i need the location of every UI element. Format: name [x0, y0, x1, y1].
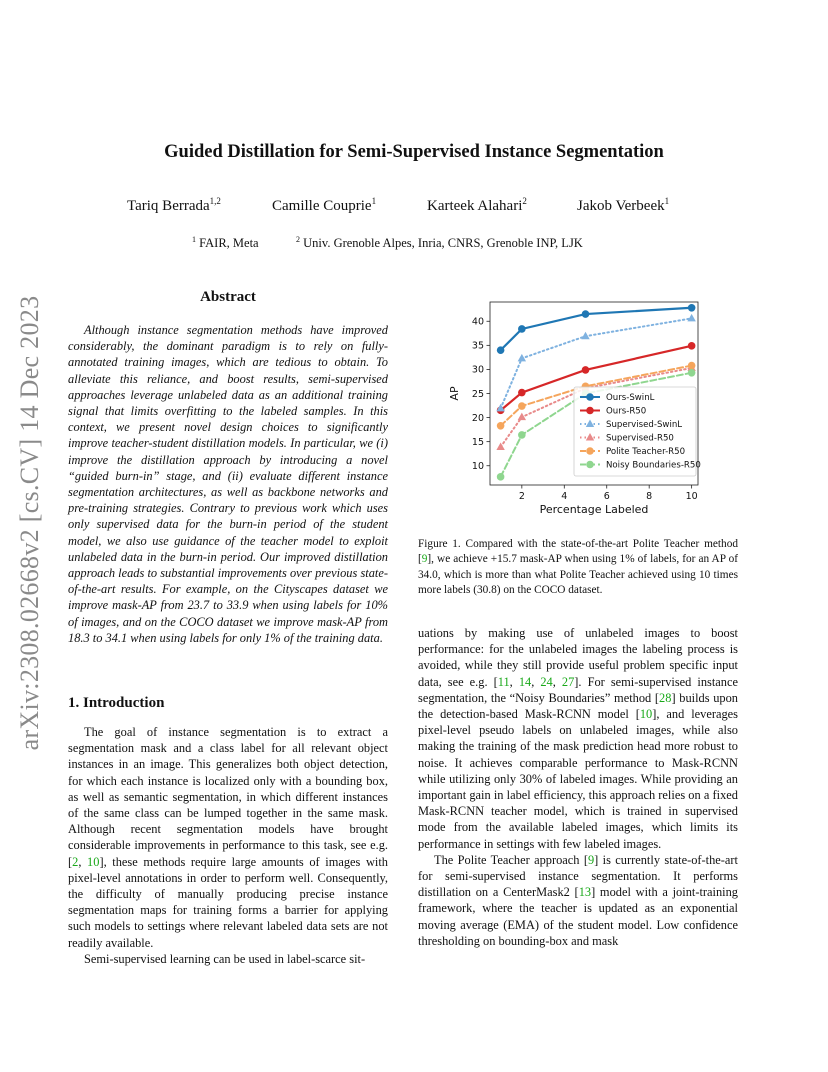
abstract-heading: Abstract: [200, 289, 256, 305]
introduction-heading: 1. Introduction: [68, 695, 165, 711]
citation-separator: ,: [552, 674, 562, 689]
series-ours-swinl: [497, 304, 696, 354]
data-point: [518, 402, 526, 410]
author-4-sup: 1: [664, 196, 670, 206]
right-p1-text-b: ]. For semi-supervised instance segmentation, the “Noisy Boundaries” method [: [418, 674, 738, 705]
x-tick-label: 2: [518, 491, 525, 502]
affiliation-1: [192, 235, 259, 251]
data-point: [497, 346, 505, 354]
legend-entry: Polite Teacher-R50: [606, 447, 686, 458]
author-1-sup: 1,2: [209, 196, 221, 206]
author-3-sup: 2: [522, 196, 527, 206]
author-2-name: Camille Couprie: [272, 198, 372, 214]
legend-swatch-marker: [586, 393, 594, 401]
data-point: [582, 366, 590, 374]
caption-text-b: ], we achieve +15.7 mask-AP when using 1% of labels, for an AP of 34.0, which is more than what Polite Teacher achieved using 10 times more labels (30.8) on the COCO dataset.: [418, 553, 738, 597]
right-p2-text-c: ] model with a joint-training framework, where the teacher is updated as an exponential moving average (EMA) of the student model. Low confidence thresholding on bounding-box and mask: [418, 885, 738, 948]
citation-link[interactable]: 10: [639, 707, 653, 722]
citation-link[interactable]: 14: [518, 674, 532, 689]
affiliation-2-sup: 2: [296, 235, 300, 244]
author-1-name: Tariq Berrada: [127, 198, 210, 214]
citation-link[interactable]: 24: [540, 674, 553, 689]
data-point: [688, 342, 696, 350]
data-point: [518, 413, 526, 421]
legend-entry: Ours-SwinL: [606, 393, 655, 404]
arxiv-id: arXiv:2308.02668v2 [cs.CV] 14 Dec 2023: [15, 295, 44, 750]
y-tick-label: 10: [471, 461, 484, 473]
affiliation-2: [296, 235, 583, 251]
affiliation-1-name: FAIR, Meta: [199, 236, 259, 251]
y-tick-label: 35: [471, 340, 484, 352]
series-line: [501, 308, 692, 350]
y-tick-label: 30: [471, 364, 484, 376]
author-4-name: Jakob Verbeek: [577, 198, 665, 214]
x-tick-label: 4: [561, 491, 568, 502]
data-point: [582, 310, 590, 318]
introduction-text: [68, 724, 388, 967]
data-point: [688, 304, 696, 312]
intro-p1-text-b: ], these methods require large amounts of images with pixel-level annotations in order to perform well. Consequently, the difficulty of manually producing precise instance segmentation maps for training forms a barrier for applying such models to settings where relevant labeled data sets are not readily available.: [68, 854, 388, 950]
author-3: [427, 196, 527, 215]
legend-swatch-marker: [586, 461, 594, 469]
right-p1-text-c: ] builds upon the detection-based Mask-RCNN model [: [418, 690, 738, 722]
citation-link[interactable]: 9: [587, 852, 595, 867]
author-3-name: Karteek Alahari: [427, 198, 523, 214]
data-point: [497, 473, 505, 481]
right-column-text: [418, 625, 738, 949]
citation-separator: ,: [531, 674, 541, 689]
legend-entry: Noisy Boundaries-R50: [606, 460, 701, 471]
citation-link[interactable]: 9: [421, 553, 428, 566]
author-1: [127, 196, 221, 215]
data-point: [687, 314, 695, 322]
citation-separator: ,: [509, 674, 519, 689]
caption-text-a: Figure 1. Compared with the state-of-the-art Polite Teacher method [: [418, 538, 738, 566]
author-2: [272, 196, 376, 215]
citation-link[interactable]: 2: [72, 854, 79, 869]
arxiv-stamp: [14, 285, 46, 760]
figure-1-caption: [418, 537, 738, 599]
citation-link[interactable]: 11: [497, 674, 510, 689]
paper-title: Guided Distillation for Semi-Supervised Instance Segmentation: [164, 142, 664, 162]
x-tick-label: 10: [685, 491, 698, 502]
legend-entry: Supervised-R50: [606, 433, 674, 444]
x-axis-label: Percentage Labeled: [539, 503, 649, 516]
x-tick-label: 8: [646, 491, 653, 502]
intro-paragraph-1: [68, 724, 388, 951]
author-4: [577, 196, 669, 215]
y-tick-label: 20: [471, 412, 484, 424]
intro-p1-text-a: The goal of instance segmentation is to extract a segmentation mask and a class label for all relevant object instances in an image. This generalizes both object detection, for which each instance is localized only with a bounding box, as well as semantic segmentation, in which different instances of the same class can be lumped together in the same mask. Although recent segmentation models have brought considerable improvements in performance to this task, see e.g. [: [68, 725, 388, 869]
data-point: [688, 362, 696, 370]
y-tick-label: 15: [471, 436, 484, 448]
legend-entry: Supervised-SwinL: [606, 420, 683, 431]
right-p1-text-a: uations by making use of unlabeled images to boost performance: for the unlabeled images the labeling process is avoided, while they still provide useful problem specific input data, see e.g. [: [418, 626, 738, 689]
figure-1-chart: [418, 292, 740, 522]
author-2-sup: 1: [371, 196, 377, 206]
right-paragraph-2: [418, 852, 738, 949]
x-tick-label: 6: [603, 491, 610, 502]
y-tick-label: 25: [471, 388, 484, 400]
data-point: [518, 431, 526, 439]
right-p1-text-d: ], and leverages pixel-level pseudo labels on unlabeled images, while also making the training of the mask prediction head more robust to noise. It achieves comparable performance to Mask-RCNN while utilizing only 30% of labeled images. While providing an important gain in label efficiency, this approach relies on a fixed Mask-RCNN teacher model, which is trained in supervised mode from the available labeled images, which limits its performance in settings with few labeled images.: [418, 707, 738, 851]
data-point: [518, 389, 526, 397]
y-tick-label: 40: [471, 316, 484, 328]
data-point: [518, 354, 526, 362]
intro-paragraph-2: Semi-supervised learning can be used in label-scarce sit-: [84, 951, 366, 966]
data-point: [497, 422, 505, 430]
right-p2-text-a: The Polite Teacher approach [: [434, 852, 588, 867]
citation-separator: ,: [78, 854, 88, 869]
affiliation-1-sup: 1: [192, 235, 196, 244]
data-point: [581, 332, 589, 340]
data-point: [688, 369, 696, 377]
citation-link[interactable]: 10: [87, 854, 100, 869]
right-p2-text-b: ] is currently state-of-the-art for semi-supervised instance segmentation. It performs distillation on a CenterMask2 [: [418, 852, 738, 900]
citation-link[interactable]: 28: [659, 690, 672, 705]
y-axis-label: AP: [448, 386, 461, 401]
legend-swatch-marker: [586, 447, 594, 455]
chart-legend: [574, 387, 701, 476]
affiliation-2-name: Univ. Grenoble Alpes, Inria, CNRS, Grenoble INP, LJK: [303, 236, 583, 251]
abstract-text: Although instance segmentation methods have improved considerably, the dominant paradigm is to rely on fully-annotated training images, which are tedious to obtain. To alleviate this reliance, and boost results, semi-supervised approaches leverage unlabeled data as an additional training signal that limits overfitting to the labeled samples. In this context, we present novel design choices to significantly improve teacher-student distillation models. In particular, we (i) improve the distillation approach by introducing a novel “guided burn-in” stage, and (ii) evaluate different instance segmentation architectures, as well as backbone networks and pre-training strategies. Contrary to previous work which uses only supervised data for the burn-in period of the student model, we also use guidance of the teacher model to exploit unlabeled data in the burn-in period. Our improved distillation approach leads to substantial improvements over previous state-of-the-art results. For example, on the Cityscapes dataset we improve mask-AP from 23.7 to 33.9 when using labels for 10% of images, and on the COCO dataset we improve mask-AP from 18.3 to 34.1 when using labels for only 1% of the training data.: [68, 323, 388, 645]
citation-link[interactable]: 27: [561, 674, 575, 689]
legend-swatch-marker: [586, 407, 594, 415]
right-paragraph-1: [418, 625, 738, 852]
legend-entry: Ours-R50: [606, 406, 647, 417]
line-chart: [418, 292, 740, 522]
data-point: [518, 325, 526, 333]
citation-link[interactable]: 13: [578, 885, 592, 900]
